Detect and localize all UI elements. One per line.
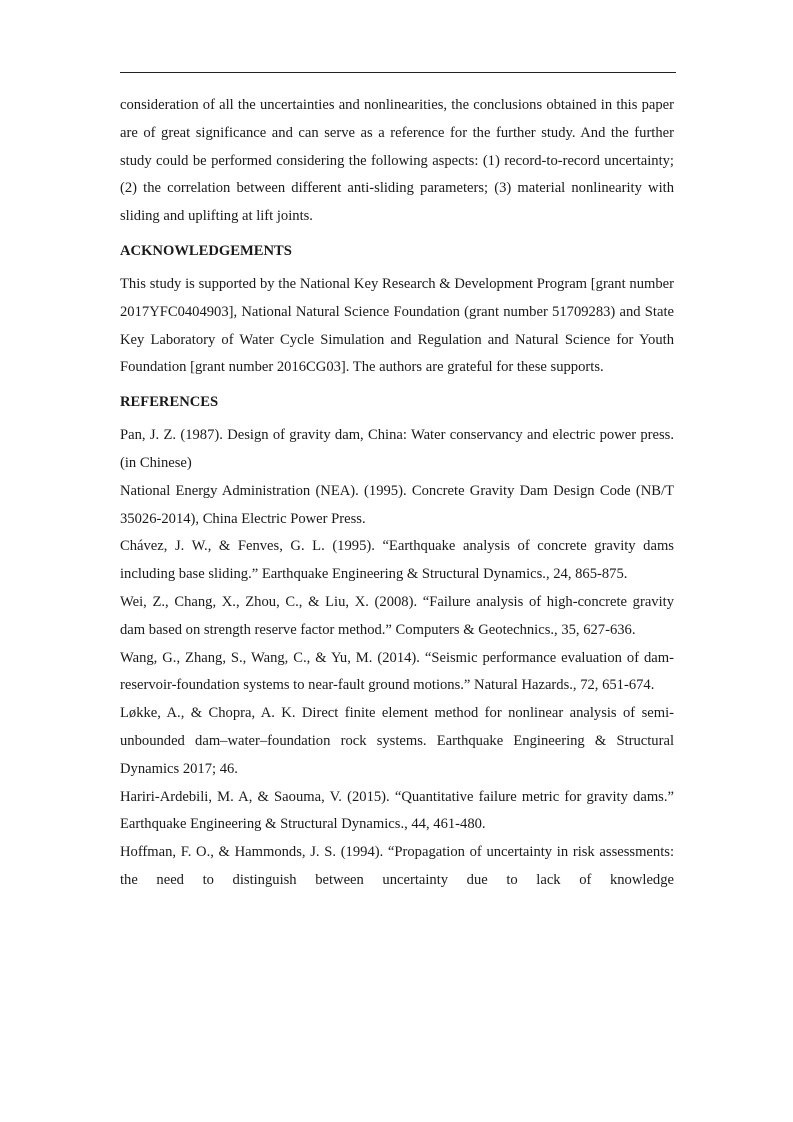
intro-paragraph: consideration of all the uncertainties and nonlinearities, the conclusions obtained in this paper are of great significance and can serve as a reference for the further study. And the further study could be performed considering the following aspects: (1) record-to-record uncertainty; (2) the correlation between different anti-sliding parameters; (3) material nonlinearity with sliding and uplifting at lift joints. <box>120 97 674 225</box>
acknowledgements-paragraph: This study is supported by the National Key Research & Development Program [grant number 2017YFC0404903], National Natural Science Foundation (grant number 51709283) and State Key Laboratory of Water Cycle Simulation and Regulation and Natural Science for Youth Foundation [grant number 2016CG03]. The authors are grateful for these supports. <box>120 275 674 376</box>
reference-item: National Energy Administration (NEA). (1995). Concrete Gravity Dam Design Code (NB/T 35026-2014), China Electric Power Press. <box>120 482 674 527</box>
reference-item: Løkke, A., & Chopra, A. K. Direct finite element method for nonlinear analysis of semi‐unbounded dam–water–foundation rock systems. Earthquake Engineering & Structural Dynamics 2017; 46. <box>120 705 674 777</box>
reference-item: Pan, J. Z. (1987). Design of gravity dam, China: Water conservancy and electric power press. (in Chinese) <box>120 427 674 471</box>
header-rule <box>120 72 676 73</box>
references-heading: REFERENCES <box>120 394 219 411</box>
acknowledgements-heading: ACKNOWLEDGEMENTS <box>120 242 292 259</box>
page-content <box>120 92 674 895</box>
page <box>120 0 674 1122</box>
reference-item: Hariri‐Ardebili, M. A, & Saouma, V. (2015). “Quantitative failure metric for gravity dams.” Earthquake Engineering & Structural Dynamics., 44, 461-480. <box>120 788 674 833</box>
reference-list <box>120 422 674 895</box>
reference-item: Wei, Z., Chang, X., Zhou, C., & Liu, X. (2008). “Failure analysis of high-concrete gravity dam based on strength reserve factor method.” Computers & Geotechnics., 35, 627-636. <box>120 593 674 638</box>
reference-item: Chávez, J. W., & Fenves, G. L. (1995). “Earthquake analysis of concrete gravity dams including base sliding.” Earthquake Engineering & Structural Dynamics., 24, 865-875. <box>120 538 674 583</box>
reference-item: Wang, G., Zhang, S., Wang, C., & Yu, M. (2014). “Seismic performance evaluation of dam-reservoir-foundation systems to near-fault ground motions.” Natural Hazards., 72, 651-674. <box>120 649 674 694</box>
reference-item: Hoffman, F. O., & Hammonds, J. S. (1994). “Propagation of uncertainty in risk assessments: the need to distinguish between uncertainty due to lack of knowledge <box>120 844 674 888</box>
